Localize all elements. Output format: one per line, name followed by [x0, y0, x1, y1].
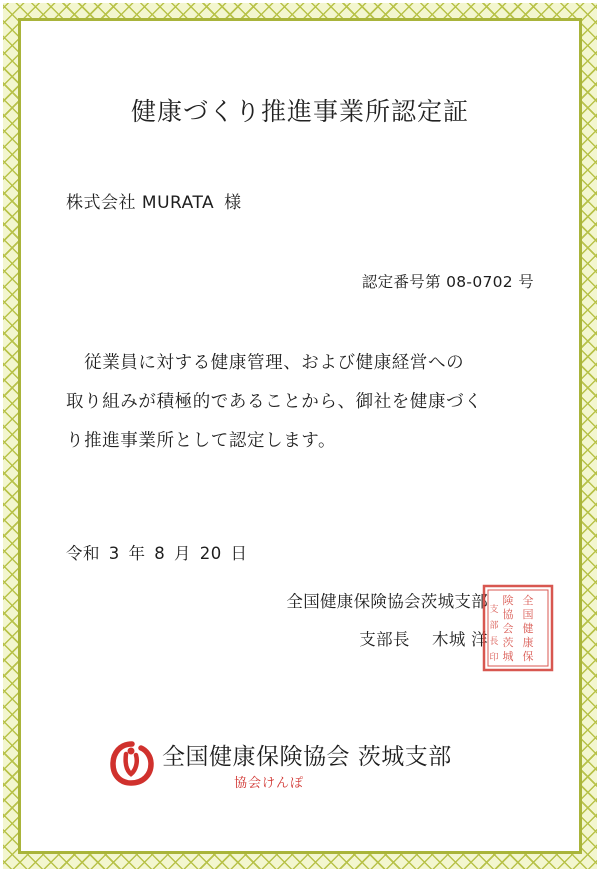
svg-text:健: 健	[522, 622, 534, 635]
certificate-number: 認定番号第 08-0702 号	[361, 273, 534, 291]
svg-text:城: 城	[502, 650, 514, 663]
svg-text:険: 険	[502, 594, 514, 607]
svg-text:康: 康	[522, 636, 534, 649]
association-tagline: 協会けんぽ	[234, 776, 305, 791]
svg-text:部: 部	[489, 621, 499, 631]
issue-date: 令和 3 年 8 月 20 日	[66, 544, 248, 563]
svg-text:支: 支	[489, 605, 499, 615]
svg-text:会: 会	[502, 622, 514, 635]
svg-text:全: 全	[522, 594, 534, 607]
issuer-organization: 全国健康保険協会茨城支部	[286, 592, 488, 611]
issuer-title-and-name: 支部長 木城 洋	[359, 630, 488, 649]
svg-text:協: 協	[502, 608, 514, 621]
official-seal-stamp-icon	[482, 584, 554, 672]
svg-text:国: 国	[522, 608, 534, 621]
certificate-statement	[66, 344, 546, 461]
certificate-title: 健康づくり推進事業所認定証	[130, 97, 469, 126]
statement-line-1: 従業員に対する健康管理、および健康経営への	[84, 353, 465, 373]
svg-text:茨: 茨	[502, 636, 514, 649]
statement-line-3: り推進事業所として認定します。	[66, 431, 337, 451]
recipient-name: 株式会社 MURATA	[66, 193, 215, 213]
svg-text:長: 長	[489, 637, 499, 647]
association-logo-mark-icon	[110, 740, 154, 786]
association-name: 全国健康保険協会 茨城支部	[162, 744, 452, 770]
association-logo	[110, 736, 530, 796]
recipient-honorific: 様	[224, 193, 242, 213]
recipient-line	[66, 188, 242, 213]
svg-text:印: 印	[489, 653, 499, 663]
statement-line-2: 取り組みが積極的であることから、御社を健康づく	[66, 392, 483, 412]
svg-text:保: 保	[522, 650, 534, 663]
